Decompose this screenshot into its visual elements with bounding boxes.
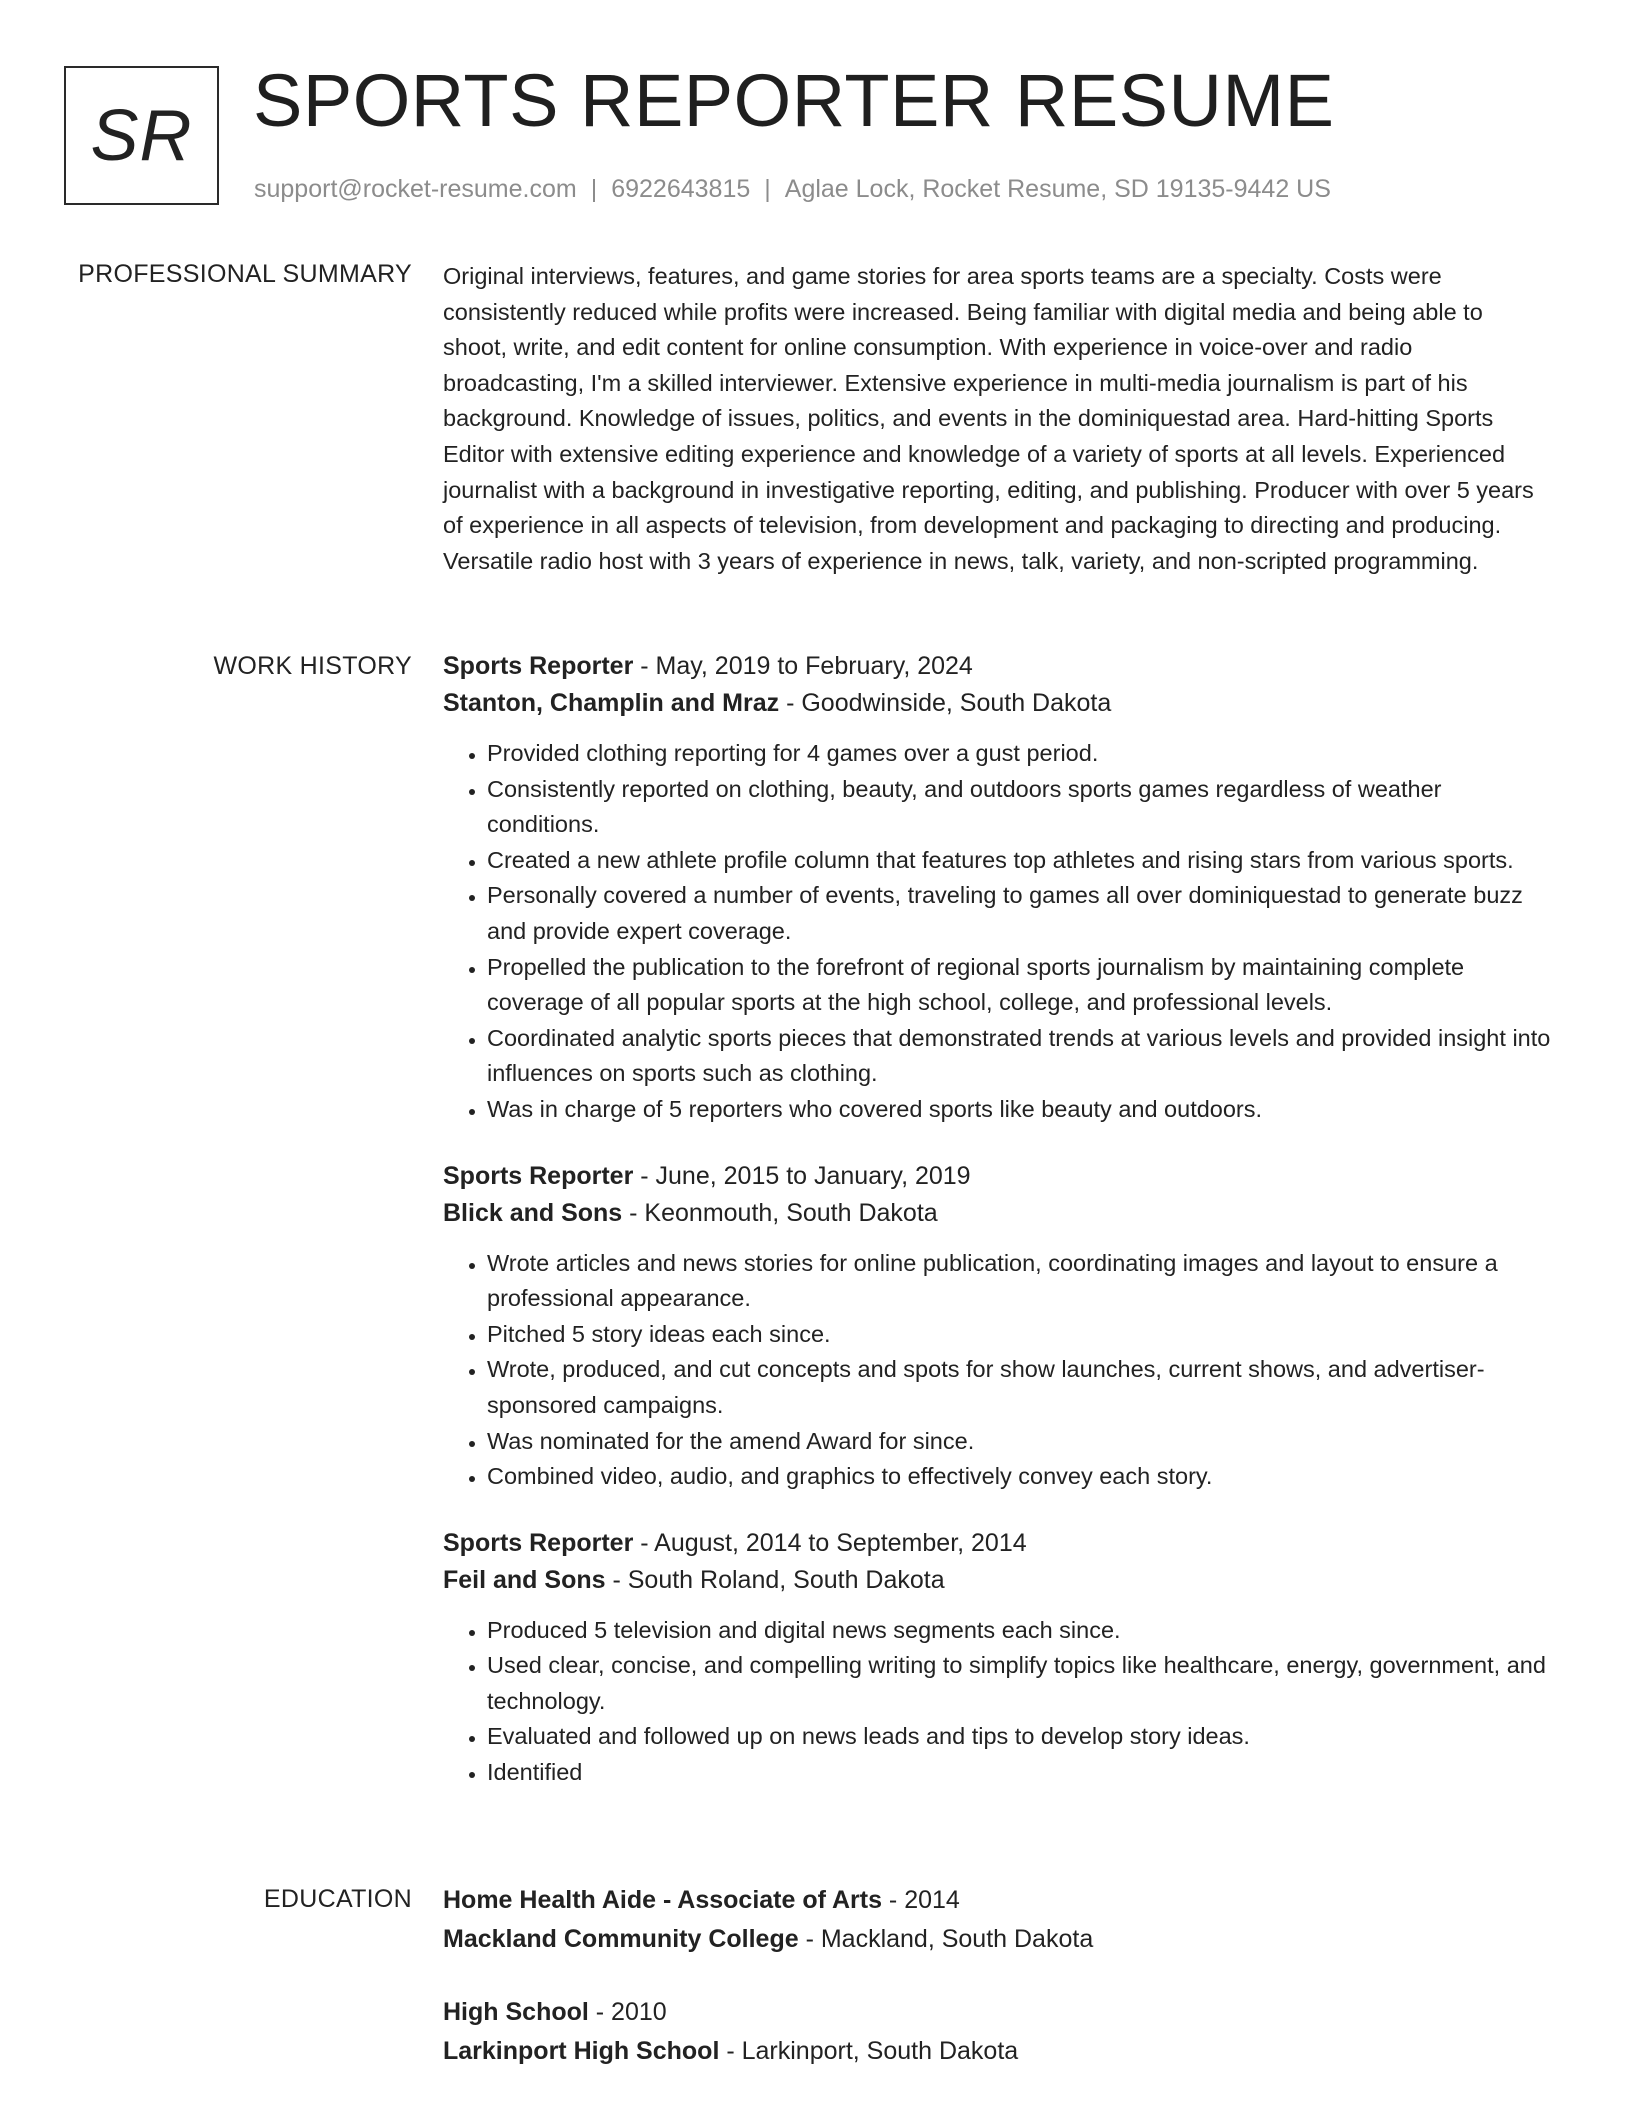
job-bullet: • Combined video, audio, and graphics to effectively convey each story. <box>487 1459 1553 1495</box>
job-bullet: • Evaluated and followed up on news leads and tips to develop story ideas. <box>487 1719 1553 1755</box>
job-title: Sports Reporter <box>443 1161 634 1190</box>
job-company-line <box>443 685 1553 722</box>
education-school-line <box>443 2032 1553 2071</box>
job-title-line <box>443 648 1553 685</box>
job-bullet: • Wrote articles and news stories for online publication, coordinating images and layout to ensure a professional appearance. <box>487 1246 1553 1317</box>
job-dates: - June, 2015 to January, 2019 <box>633 1161 971 1190</box>
education-degree: High School <box>443 1998 589 2026</box>
education-school: Mackland Community College <box>443 1925 799 1953</box>
job-bullet: • Identified <box>487 1755 1553 1791</box>
education-degree-line <box>443 1993 1553 2032</box>
resume-title: SPORTS REPORTER RESUME <box>253 59 1335 142</box>
education-body <box>443 1881 1553 2105</box>
job-bullet: • Created a new athlete profile column that features top athletes and rising stars from various sports. <box>487 843 1553 879</box>
job-title-line <box>443 1525 1553 1562</box>
summary-text: Original interviews, features, and game stories for area sports teams are a specialty. Costs were consistently reduced while profits were increased. Being familiar with digital media and being able to shoot, write, and edit content for online consumption. With experience in voice-over and radio broadcasting, I'm a skilled interviewer. Extensive experience in multi-media journalism is part of his background. Knowledge of issues, politics, and events in the dominiquestad area. Hard-hitting Sports Editor with extensive editing experience and knowledge of a variety of sports at all levels. Experienced journalist with a background in investigative reporting, editing, and publishing. Producer with over 5 years of experience in all aspects of television, from development and packaging to directing and producing. Versatile radio host with 3 years of experience in news, talk, variety, and non-scripted programming. <box>443 263 1534 574</box>
job-entry <box>443 648 1553 1128</box>
summary-body <box>443 259 1553 579</box>
job-company-line <box>443 1195 1553 1232</box>
section-label-summary: PROFESSIONAL SUMMARY <box>78 260 412 288</box>
job-bullet: • Propelled the publication to the forefront of regional sports journalism by maintaining complete coverage of all popular sports at the high school, college, and professional levels. <box>487 950 1553 1021</box>
job-bullet: • Used clear, concise, and compelling writing to simplify topics like healthcare, energy, government, and technology. <box>487 1648 1553 1719</box>
job-bullet: • Coordinated analytic sports pieces that demonstrated trends at various levels and provided insight into influences on sports such as clothing. <box>487 1021 1553 1092</box>
job-bullet: • Pitched 5 story ideas each since. <box>487 1317 1553 1353</box>
job-company: Feil and Sons <box>443 1565 606 1594</box>
job-company: Stanton, Champlin and Mraz <box>443 689 780 717</box>
job-bullet: • Consistently reported on clothing, beauty, and outdoors sports games regardless of weather conditions. <box>487 772 1553 843</box>
education-entry <box>443 1881 1553 1959</box>
section-label-education: EDUCATION <box>263 1885 412 1913</box>
job-company-line <box>443 1562 1553 1599</box>
job-entry <box>443 1525 1553 1791</box>
contact-separator: | <box>764 175 771 203</box>
education-year: - 2010 <box>588 1998 667 2026</box>
job-entry <box>443 1158 1553 1495</box>
job-location: - Keonmouth, South Dakota <box>622 1198 938 1227</box>
education-year: - 2014 <box>881 1886 960 1914</box>
job-company: Blick and Sons <box>443 1198 623 1227</box>
education-location: - Larkinport, South Dakota <box>719 2037 1019 2065</box>
contact-phone[interactable]: 6922643815 <box>611 175 751 203</box>
job-bullet: • Personally covered a number of events, traveling to games all over dominiquestad to generate buzz and provide expert coverage. <box>487 878 1553 949</box>
job-location: - Goodwinside, South Dakota <box>779 689 1112 717</box>
education-degree-line <box>443 1881 1553 1920</box>
job-bullet-list <box>443 736 1553 1128</box>
job-bullet: • Provided clothing reporting for 4 games over a gust period. <box>487 736 1553 772</box>
monogram-text: SR <box>90 95 193 176</box>
monogram-logo <box>64 66 219 205</box>
job-title: Sports Reporter <box>443 652 634 680</box>
section-label-work-history: WORK HISTORY <box>213 652 412 680</box>
job-location: - South Roland, South Dakota <box>605 1565 945 1594</box>
job-bullet: • Was nominated for the amend Award for since. <box>487 1424 1553 1460</box>
contact-line <box>254 174 1331 204</box>
job-dates: - May, 2019 to February, 2024 <box>633 652 973 680</box>
contact-address: Aglae Lock, Rocket Resume, SD 19135-9442 US <box>784 175 1331 203</box>
education-school: Larkinport High School <box>443 2037 720 2065</box>
job-title: Sports Reporter <box>443 1528 634 1557</box>
job-bullet-list <box>443 1246 1553 1495</box>
job-bullet: • Wrote, produced, and cut concepts and spots for show launches, current shows, and advertiser-sponsored campaigns. <box>487 1352 1553 1423</box>
education-school-line <box>443 1920 1553 1959</box>
work-history-body <box>443 648 1553 1821</box>
contact-separator: | <box>590 175 598 203</box>
job-dates: - August, 2014 to September, 2014 <box>633 1528 1027 1557</box>
job-title-line <box>443 1158 1553 1195</box>
education-location: - Mackland, South Dakota <box>798 1925 1094 1953</box>
education-entry <box>443 1993 1553 2071</box>
job-bullet: • Produced 5 television and digital news segments each since. <box>487 1613 1553 1649</box>
job-bullet: • Was in charge of 5 reporters who covered sports like beauty and outdoors. <box>487 1092 1553 1128</box>
job-bullet-list <box>443 1613 1553 1791</box>
contact-email[interactable]: support@rocket-resume.com <box>254 175 577 203</box>
education-degree: Home Health Aide - Associate of Arts <box>443 1886 882 1914</box>
